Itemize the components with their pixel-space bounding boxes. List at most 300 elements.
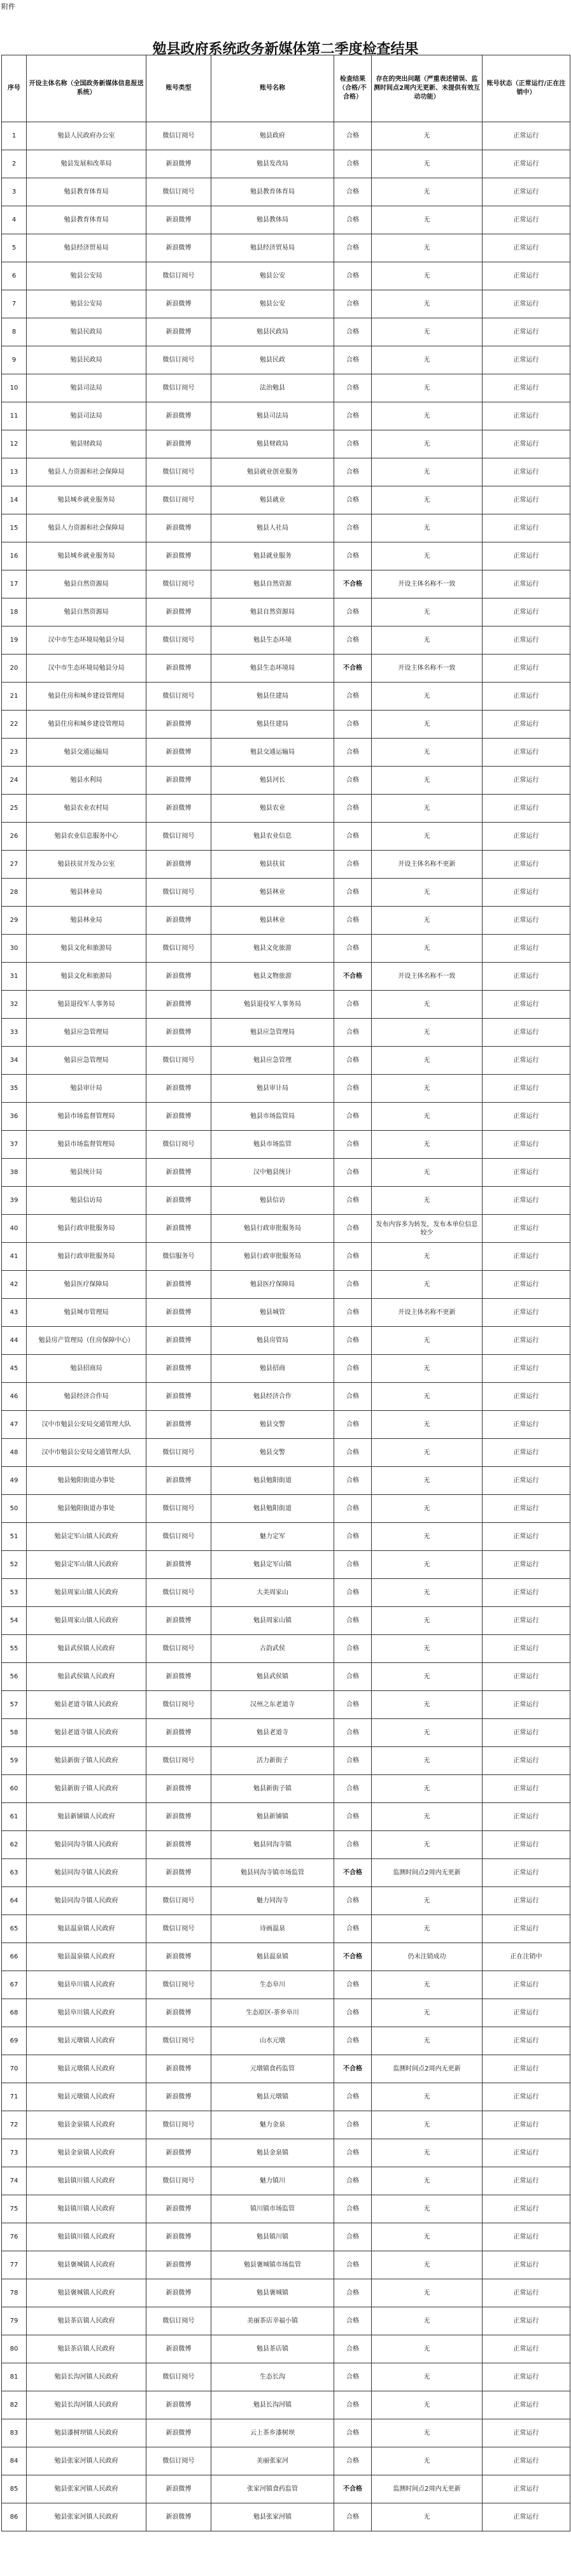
row-index: 14 xyxy=(2,486,27,514)
row-account-name: 勉县行政审批服务局 xyxy=(211,1243,334,1271)
row-entity: 勉县武侯镇人民政府 xyxy=(27,1663,146,1691)
row-account-name: 元墩镇食药监管 xyxy=(211,2055,334,2083)
row-issue: 无 xyxy=(372,795,483,823)
row-result: 不合格 xyxy=(334,1859,372,1887)
row-result: 合格 xyxy=(334,2279,372,2307)
row-result: 合格 xyxy=(334,626,372,655)
row-account-type: 微信订阅号 xyxy=(146,823,211,851)
row-status: 正常运行 xyxy=(483,935,570,963)
row-result: 不合格 xyxy=(334,2055,372,2083)
row-account-name: 山水元墩 xyxy=(211,2027,334,2055)
row-account-type: 新浪微博 xyxy=(146,1551,211,1579)
row-account-name: 勉县应急管理局 xyxy=(211,1019,334,1047)
row-result: 合格 xyxy=(334,1159,372,1187)
table-row xyxy=(2,795,570,823)
table-row xyxy=(2,1495,570,1523)
row-issue: 无 xyxy=(372,1999,483,2027)
table-row xyxy=(2,1103,570,1131)
row-issue: 无 xyxy=(372,402,483,430)
row-issue: 无 xyxy=(372,2083,483,2111)
row-account-type: 新浪微博 xyxy=(146,1775,211,1803)
row-account-type: 新浪微博 xyxy=(146,2251,211,2279)
row-result: 合格 xyxy=(334,1803,372,1831)
row-account-name: 古韵武侯 xyxy=(211,1635,334,1663)
row-account-name: 诗画温泉 xyxy=(211,1915,334,1943)
table-row xyxy=(2,2167,570,2195)
row-account-type: 新浪微博 xyxy=(146,1803,211,1831)
table-row xyxy=(2,907,570,935)
row-result: 合格 xyxy=(334,2503,372,2531)
row-account-type: 微信订阅号 xyxy=(146,1495,211,1523)
row-status: 正常运行 xyxy=(483,1971,570,1999)
row-issue: 无 xyxy=(372,2335,483,2363)
row-account-type: 新浪微博 xyxy=(146,711,211,739)
row-entity: 勉县元墩镇人民政府 xyxy=(27,2055,146,2083)
row-result: 合格 xyxy=(334,2027,372,2055)
row-result: 合格 xyxy=(334,318,372,346)
row-entity: 勉县住房和城乡建设管理局 xyxy=(27,683,146,711)
row-account-type: 微信订阅号 xyxy=(146,1887,211,1915)
table-row xyxy=(2,2503,570,2531)
row-account-type: 新浪微博 xyxy=(146,2223,211,2251)
row-entity: 勉县应急管理局 xyxy=(27,1047,146,1075)
row-account-type: 新浪微博 xyxy=(146,234,211,262)
row-issue: 无 xyxy=(372,1607,483,1635)
row-account-type: 新浪微博 xyxy=(146,1467,211,1495)
row-index: 58 xyxy=(2,1719,27,1747)
row-issue: 无 xyxy=(372,739,483,767)
row-entity: 勉县同沟寺镇人民政府 xyxy=(27,1887,146,1915)
row-account-name: 勉县勉阳街道 xyxy=(211,1495,334,1523)
row-account-name: 魅力同沟寺 xyxy=(211,1887,334,1915)
row-status: 正常运行 xyxy=(483,1747,570,1775)
row-issue: 无 xyxy=(372,711,483,739)
row-status: 正常运行 xyxy=(483,1607,570,1635)
row-account-type: 新浪微博 xyxy=(146,1103,211,1131)
row-status: 正常运行 xyxy=(483,1355,570,1383)
row-result: 合格 xyxy=(334,2139,372,2167)
row-status: 正常运行 xyxy=(483,2475,570,2503)
row-account-type: 微信订阅号 xyxy=(146,1047,211,1075)
row-entity: 勉县人民政府办公室 xyxy=(27,122,146,150)
row-index: 18 xyxy=(2,598,27,626)
row-account-name: 勉县林业 xyxy=(211,879,334,907)
row-status: 正常运行 xyxy=(483,2167,570,2195)
row-issue: 无 xyxy=(372,1747,483,1775)
row-index: 49 xyxy=(2,1467,27,1495)
row-index: 37 xyxy=(2,1131,27,1159)
table-row xyxy=(2,1215,570,1243)
row-status: 正常运行 xyxy=(483,1047,570,1075)
row-index: 76 xyxy=(2,2223,27,2251)
table-row xyxy=(2,1271,570,1299)
row-account-type: 新浪微博 xyxy=(146,739,211,767)
row-account-name: 勉县茶店镇 xyxy=(211,2335,334,2363)
row-result: 合格 xyxy=(334,1579,372,1607)
table-row xyxy=(2,1859,570,1887)
row-result: 合格 xyxy=(334,1299,372,1327)
row-account-type: 新浪微博 xyxy=(146,1383,211,1411)
row-result: 不合格 xyxy=(334,655,372,683)
row-entity: 汉中市勉县公安局交通管理大队 xyxy=(27,1411,146,1439)
row-account-type: 微信订阅号 xyxy=(146,1635,211,1663)
row-entity: 勉县司法局 xyxy=(27,374,146,402)
row-issue: 无 xyxy=(372,935,483,963)
table-row xyxy=(2,2391,570,2419)
row-issue: 无 xyxy=(372,1803,483,1831)
row-result: 合格 xyxy=(334,1719,372,1747)
row-entity: 勉县勉阳街道办事处 xyxy=(27,1467,146,1495)
row-index: 47 xyxy=(2,1411,27,1439)
table-row xyxy=(2,178,570,206)
row-entity: 勉县茶店镇人民政府 xyxy=(27,2335,146,2363)
page-title: 勉县政府系统政务新媒体第二季度检查结果 xyxy=(152,41,419,57)
row-account-name: 魅力镇川 xyxy=(211,2167,334,2195)
row-account-name: 勉县退役军人事务局 xyxy=(211,991,334,1019)
attachment-label: 附件 xyxy=(1,3,15,11)
row-status: 正常运行 xyxy=(483,1859,570,1887)
table-row xyxy=(2,991,570,1019)
row-account-type: 新浪微博 xyxy=(146,1859,211,1887)
row-issue: 无 xyxy=(372,1019,483,1047)
row-issue: 无 xyxy=(372,1691,483,1719)
row-entity: 勉县人力资源和社会保障局 xyxy=(27,514,146,542)
row-entity: 勉县退役军人事务局 xyxy=(27,991,146,1019)
row-result: 合格 xyxy=(334,991,372,1019)
row-account-type: 新浪微博 xyxy=(146,851,211,879)
row-index: 61 xyxy=(2,1803,27,1831)
row-issue: 无 xyxy=(372,1271,483,1299)
row-entity: 勉县行政审批服务局 xyxy=(27,1243,146,1271)
row-entity: 勉县司法局 xyxy=(27,402,146,430)
row-issue: 无 xyxy=(372,683,483,711)
row-account-name: 勉县就业 xyxy=(211,486,334,514)
row-index: 75 xyxy=(2,2195,27,2223)
row-issue: 无 xyxy=(372,1103,483,1131)
row-issue: 无 xyxy=(372,1243,483,1271)
row-account-name: 勉县民政局 xyxy=(211,318,334,346)
row-issue: 无 xyxy=(372,907,483,935)
row-index: 48 xyxy=(2,1439,27,1467)
row-index: 1 xyxy=(2,122,27,150)
row-index: 73 xyxy=(2,2139,27,2167)
row-index: 42 xyxy=(2,1271,27,1299)
row-status: 正常运行 xyxy=(483,1271,570,1299)
table-row xyxy=(2,2475,570,2503)
row-account-type: 新浪微博 xyxy=(146,1187,211,1215)
table-row xyxy=(2,2363,570,2391)
row-entity: 勉县文化和旅游局 xyxy=(27,963,146,991)
row-result: 合格 xyxy=(334,1635,372,1663)
row-issue: 无 xyxy=(372,1355,483,1383)
row-account-type: 微信订阅号 xyxy=(146,458,211,486)
row-account-name: 勉县司法局 xyxy=(211,402,334,430)
row-account-type: 新浪微博 xyxy=(146,542,211,570)
row-status: 正常运行 xyxy=(483,1523,570,1551)
row-account-type: 新浪微博 xyxy=(146,2475,211,2503)
row-status: 正常运行 xyxy=(483,234,570,262)
row-entity: 勉县城市管理局 xyxy=(27,1299,146,1327)
row-issue: 无 xyxy=(372,374,483,402)
row-result: 合格 xyxy=(334,598,372,626)
table-row xyxy=(2,1383,570,1411)
row-status: 正常运行 xyxy=(483,1887,570,1915)
row-account-name: 勉县招商 xyxy=(211,1355,334,1383)
row-result: 合格 xyxy=(334,374,372,402)
row-account-name: 勉县公安 xyxy=(211,290,334,318)
row-index: 82 xyxy=(2,2391,27,2419)
row-index: 69 xyxy=(2,2027,27,2055)
row-account-type: 微信订阅号 xyxy=(146,879,211,907)
table-row xyxy=(2,1803,570,1831)
row-account-name: 勉县元墩镇 xyxy=(211,2083,334,2111)
row-entity: 汉中市勉县公安局交通管理大队 xyxy=(27,1439,146,1467)
row-account-name: 镇川镇市场监管 xyxy=(211,2195,334,2223)
row-entity: 勉县元墩镇人民政府 xyxy=(27,2083,146,2111)
row-entity: 勉县自然资源局 xyxy=(27,570,146,598)
row-index: 3 xyxy=(2,178,27,206)
row-account-name: 勉县农业信息 xyxy=(211,823,334,851)
row-result: 合格 xyxy=(334,2363,372,2391)
row-index: 12 xyxy=(2,430,27,458)
row-index: 71 xyxy=(2,2083,27,2111)
row-account-type: 微信订阅号 xyxy=(146,1691,211,1719)
row-account-type: 微信订阅号 xyxy=(146,1915,211,1943)
row-index: 63 xyxy=(2,1859,27,1887)
row-issue: 无 xyxy=(372,122,483,150)
row-account-type: 微信订阅号 xyxy=(146,2167,211,2195)
row-result: 合格 xyxy=(334,346,372,374)
row-account-name: 美丽茶店幸福小镇 xyxy=(211,2307,334,2335)
table-row xyxy=(2,234,570,262)
row-account-type: 新浪微博 xyxy=(146,1999,211,2027)
row-issue: 无 xyxy=(372,346,483,374)
row-account-type: 新浪微博 xyxy=(146,2419,211,2447)
row-status: 正常运行 xyxy=(483,739,570,767)
row-entity: 勉县城乡就业服务局 xyxy=(27,542,146,570)
row-status: 正常运行 xyxy=(483,1635,570,1663)
row-issue: 无 xyxy=(372,2279,483,2307)
table-row xyxy=(2,1439,570,1467)
table-row xyxy=(2,1299,570,1327)
row-entity: 勉县应急管理局 xyxy=(27,1019,146,1047)
row-status: 正常运行 xyxy=(483,178,570,206)
table-row xyxy=(2,711,570,739)
row-result: 合格 xyxy=(334,1103,372,1131)
row-account-name: 勉县交警 xyxy=(211,1411,334,1439)
row-account-name: 勉县农业 xyxy=(211,795,334,823)
row-status: 正常运行 xyxy=(483,851,570,879)
row-issue: 无 xyxy=(372,1187,483,1215)
row-issue: 无 xyxy=(372,430,483,458)
row-index: 5 xyxy=(2,234,27,262)
row-account-type: 新浪微博 xyxy=(146,1411,211,1439)
row-entity: 勉县温泉镇人民政府 xyxy=(27,1943,146,1971)
table-row xyxy=(2,655,570,683)
row-status: 正常运行 xyxy=(483,374,570,402)
table-row xyxy=(2,2111,570,2139)
row-issue: 无 xyxy=(372,1579,483,1607)
row-account-name: 勉县就业创业服务 xyxy=(211,458,334,486)
row-entity: 勉县金泉镇人民政府 xyxy=(27,2111,146,2139)
row-entity: 勉县财政局 xyxy=(27,430,146,458)
row-status: 正常运行 xyxy=(483,1103,570,1131)
row-account-name: 勉县市场监管局 xyxy=(211,1103,334,1131)
row-index: 52 xyxy=(2,1551,27,1579)
row-issue: 无 xyxy=(372,150,483,178)
row-index: 59 xyxy=(2,1747,27,1775)
row-index: 83 xyxy=(2,2419,27,2447)
table-row xyxy=(2,262,570,290)
table-row xyxy=(2,1355,570,1383)
row-issue: 无 xyxy=(372,2167,483,2195)
row-account-type: 微信订阅号 xyxy=(146,1747,211,1775)
table-row xyxy=(2,2055,570,2083)
row-result: 合格 xyxy=(334,514,372,542)
row-account-name: 勉县金泉镇 xyxy=(211,2139,334,2167)
row-issue: 无 xyxy=(372,1467,483,1495)
row-account-type: 新浪微博 xyxy=(146,2083,211,2111)
row-account-type: 新浪微博 xyxy=(146,430,211,458)
row-result: 合格 xyxy=(334,486,372,514)
row-index: 27 xyxy=(2,851,27,879)
row-entity: 勉县房产管理局（住房保障中心） xyxy=(27,1327,146,1355)
row-account-name: 勉县发改局 xyxy=(211,150,334,178)
row-issue: 无 xyxy=(372,486,483,514)
row-account-name: 勉县长沟河镇 xyxy=(211,2391,334,2419)
row-entity: 勉县民政局 xyxy=(27,346,146,374)
table-row xyxy=(2,318,570,346)
row-status: 正常运行 xyxy=(483,991,570,1019)
row-account-type: 微信订阅号 xyxy=(146,2307,211,2335)
row-issue: 无 xyxy=(372,1915,483,1943)
row-account-name: 勉县民政 xyxy=(211,346,334,374)
row-account-name: 勉县住建局 xyxy=(211,711,334,739)
row-result: 合格 xyxy=(334,739,372,767)
row-index: 38 xyxy=(2,1159,27,1187)
table-row xyxy=(2,1775,570,1803)
row-account-name: 勉县勉阳街道 xyxy=(211,1467,334,1495)
row-issue: 无 xyxy=(372,1047,483,1075)
row-entity: 勉县农业信息服务中心 xyxy=(27,823,146,851)
row-entity: 勉县长沟河镇人民政府 xyxy=(27,2391,146,2419)
row-entity: 勉县人力资源和社会保障局 xyxy=(27,458,146,486)
row-account-name: 勉县行政审批服务局 xyxy=(211,1215,334,1243)
row-account-type: 新浪微博 xyxy=(146,206,211,234)
row-status: 正常运行 xyxy=(483,2307,570,2335)
row-account-type: 微信订阅号 xyxy=(146,2363,211,2391)
row-account-name: 勉县生态环境局 xyxy=(211,655,334,683)
row-issue: 无 xyxy=(372,1495,483,1523)
row-index: 21 xyxy=(2,683,27,711)
row-result: 合格 xyxy=(334,1047,372,1075)
row-result: 合格 xyxy=(334,795,372,823)
row-account-type: 新浪微博 xyxy=(146,290,211,318)
table-row xyxy=(2,1019,570,1047)
row-account-name: 勉县周家山镇 xyxy=(211,1607,334,1635)
row-result: 合格 xyxy=(334,206,372,234)
table-row xyxy=(2,2027,570,2055)
row-status: 正常运行 xyxy=(483,1775,570,1803)
table-row xyxy=(2,402,570,430)
row-account-name: 勉县公安 xyxy=(211,262,334,290)
row-entity: 勉县统计局 xyxy=(27,1159,146,1187)
row-account-type: 微信订阅号 xyxy=(146,262,211,290)
row-status: 正常运行 xyxy=(483,626,570,655)
row-issue: 无 xyxy=(372,1635,483,1663)
row-index: 57 xyxy=(2,1691,27,1719)
table-row xyxy=(2,1047,570,1075)
row-status: 正常运行 xyxy=(483,290,570,318)
row-account-type: 微信订阅号 xyxy=(146,346,211,374)
row-issue: 无 xyxy=(372,206,483,234)
row-status: 正常运行 xyxy=(483,2363,570,2391)
row-issue: 监测时间点2周内无更新 xyxy=(372,2055,483,2083)
row-account-name: 勉县信访 xyxy=(211,1187,334,1215)
row-account-type: 新浪微博 xyxy=(146,1355,211,1383)
row-index: 43 xyxy=(2,1299,27,1327)
row-entity: 勉县自然资源局 xyxy=(27,598,146,626)
row-index: 78 xyxy=(2,2279,27,2307)
table-row xyxy=(2,486,570,514)
row-status: 正常运行 xyxy=(483,1495,570,1523)
table-body xyxy=(2,122,570,2531)
row-account-type: 新浪微博 xyxy=(146,1607,211,1635)
row-index: 32 xyxy=(2,991,27,1019)
row-index: 64 xyxy=(2,1887,27,1915)
row-result: 不合格 xyxy=(334,570,372,598)
row-status: 正常运行 xyxy=(483,2111,570,2139)
row-entity: 勉县元墩镇人民政府 xyxy=(27,2027,146,2055)
row-result: 合格 xyxy=(334,683,372,711)
row-index: 23 xyxy=(2,739,27,767)
row-entity: 勉县定军山镇人民政府 xyxy=(27,1551,146,1579)
row-result: 合格 xyxy=(334,1243,372,1271)
row-account-name: 勉县林业 xyxy=(211,907,334,935)
row-issue: 无 xyxy=(372,2419,483,2447)
row-entity: 汉中市生态环境局勉县分局 xyxy=(27,655,146,683)
table-row xyxy=(2,823,570,851)
row-account-name: 勉县市场监管 xyxy=(211,1131,334,1159)
row-status: 正常运行 xyxy=(483,1075,570,1103)
row-index: 66 xyxy=(2,1943,27,1971)
row-account-name: 魅力定军 xyxy=(211,1523,334,1551)
row-result: 合格 xyxy=(334,2167,372,2195)
row-status: 正常运行 xyxy=(483,823,570,851)
row-index: 84 xyxy=(2,2447,27,2475)
row-result: 合格 xyxy=(334,1887,372,1915)
row-status: 正常运行 xyxy=(483,2279,570,2307)
row-account-type: 新浪微博 xyxy=(146,2055,211,2083)
row-result: 合格 xyxy=(334,1915,372,1943)
row-entity: 汉中市生态环境局勉县分局 xyxy=(27,626,146,655)
header-issues: 存在的突出问题（严重表述错误、监测时间点2周内无更新、未提供有效互动功能） xyxy=(372,55,483,122)
table-row xyxy=(2,1691,570,1719)
row-issue: 无 xyxy=(372,2027,483,2055)
row-result: 合格 xyxy=(334,2083,372,2111)
row-status: 正常运行 xyxy=(483,598,570,626)
row-account-name: 勉县文化旅游 xyxy=(211,935,334,963)
row-entity: 勉县武侯镇人民政府 xyxy=(27,1635,146,1663)
row-index: 40 xyxy=(2,1215,27,1243)
row-account-type: 新浪微博 xyxy=(146,1327,211,1355)
row-entity: 勉县审计局 xyxy=(27,1075,146,1103)
row-issue: 无 xyxy=(372,2195,483,2223)
row-entity: 勉县张家河镇人民政府 xyxy=(27,2447,146,2475)
row-status: 正常运行 xyxy=(483,2055,570,2083)
row-entity: 勉县水利局 xyxy=(27,767,146,795)
table-row xyxy=(2,1635,570,1663)
